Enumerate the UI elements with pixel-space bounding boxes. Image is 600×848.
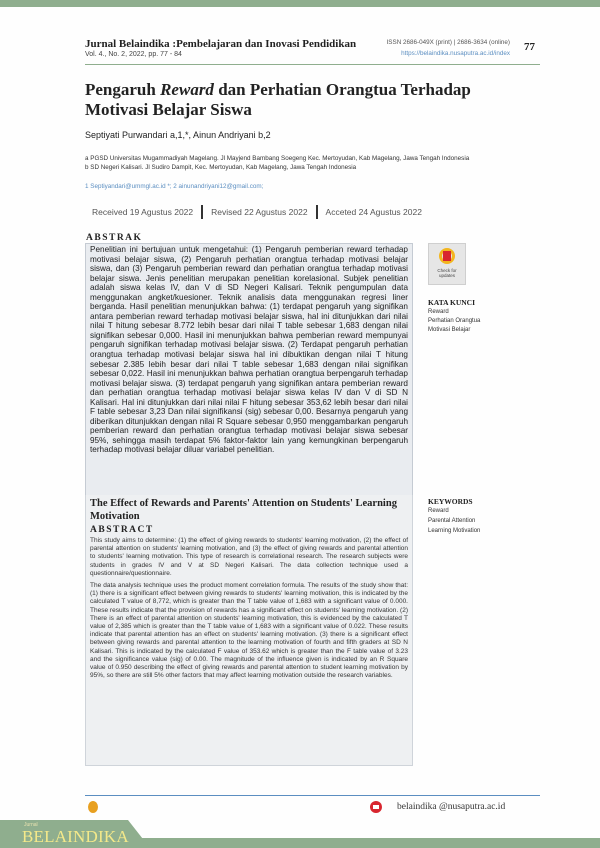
journal-title: Jurnal Belaindika :Pembelajaran dan Inovasi Pendidikan bbox=[85, 38, 357, 50]
abstract-heading: ABSTRACT bbox=[90, 525, 154, 535]
kata-kunci-item: Reward bbox=[428, 309, 449, 315]
top-decorative-band bbox=[0, 0, 600, 7]
abstract-text bbox=[86, 535, 412, 686]
crossmark-bookmark-icon bbox=[443, 251, 451, 261]
article-dates bbox=[92, 205, 422, 219]
keywords-heading: KEYWORDS bbox=[428, 497, 473, 506]
footer-divider bbox=[85, 795, 540, 796]
journal-url-link[interactable]: https://belaindika.nusaputra.ac.id/index bbox=[401, 50, 510, 57]
footer-email-link[interactable]: belaindika @nusaputra.ac.id bbox=[397, 802, 506, 812]
abstract-paragraph-1: This study aims to determine: (1) the effect of giving rewards to students' learning motivation, (2) the effect of parental attention on students' learning motivation, and (3) the effect of giving rewards and parental attention to students' learning motivation. This type of research is correlational research. The research subjects were students in grades IV and V at SD Negeri Kalisari. The data collection technique used a questionnaire/questionnaire. bbox=[90, 537, 408, 577]
affiliation-a: a PGSD Universitas Mugammadiyah Magelang. Jl Mayjend Bambang Soegeng Kec. Mertoyudan, Kab Magelang, Jawa Tengah Indonesia bbox=[85, 155, 470, 162]
check-for-updates-badge[interactable] bbox=[428, 243, 466, 285]
page-number: 77 bbox=[524, 41, 535, 53]
kata-kunci-item: Perhatian Orangtua bbox=[428, 318, 481, 324]
abstrak-heading: ABSTRAK bbox=[86, 233, 143, 243]
journal-header bbox=[85, 38, 540, 65]
abstrak-text: Penelitian ini bertujuan untuk mengetahui: (1) Pengaruh pemberian reward terhadap motivasi belajar siswa, (2) Pengaruh perhatian orangtua terhadap motivasi belajar siswa, dan (3) Pengaruh pemberian reward dan perhatian orangtua terhadap motivasi belajar siswa. Jenis penelitian merupakan penelitian korelasional. Subjek penelitian adalah siswa kelas IV, dan V di SD Negeri Kalisari. Teknik pengumpulan data menggunakan angket/kuesioner. Teknik analisis data menggunakan regresi liner berganda. Hasil penelitian menunjukkan bahwa: (1) terdapat pengaruh yang signifikan antara pemberian reward terhadap motivasi belajar siswa, hal ini ditunjukkan dari nilai nilai T hitung sebesar 8.772 lebih besar dari nilai T table sebesar 1,683 dengan nilai signifikan sebesar 0,000. Hasil ini menunjukkan bahwa pemberian reward mempunyai pengaruh signifikan terhadap motivasi belajar siswa. (2) Terdapat pengaruh perhatian orangtua terhadap motivasi belajar siswa hal ini dibuktikan dengan nilai T hitung sebesar 2.385 lebih besar dari nilai T table sebesar 1,683 dengan nilai signifikan sebesar 0,022. Hasil ini menunjukkan bahwa perhatian orangtua berpengaruh terhadap motivasi belajar siswa. (3) terdapat pengaruh yang signifikan antara pemberian reward dan perhatian orangtua terhadap motivasi belajar siswa kelas IV dan V di SD N Kalisari. Hal ini ditunjukkan dari nilai nilai F hitung sebesar 353,62 lebih besar dari nilai F table sebesar 3,23 Dan nilai signifikansi (sig) sebesar 0,00. Besarnya pengaruh yang diberikan ditunjukkan dengan nilai R Square sebesar 0,950 menggambarkan pengaruh pemberian reward dan perhatian orangtua terhadap motivasi belajar siswa sebesar 95%, sehingga masih terdapat 5% faktor-faktor lain yang kemungkinan berpengaruh terhadap motivasi belajar diluar variabel penelitian. bbox=[90, 245, 408, 455]
article-title: Pengaruh Reward dan Perhatian Orangtua Terhadap Motivasi Belajar Siswa bbox=[85, 80, 471, 119]
author-emails[interactable]: 1 Septiyandari@ummgl.ac.id *; 2 ainunandriyani12@gmail.com; bbox=[85, 183, 264, 190]
keyword-item: Learning Motivation bbox=[428, 528, 481, 534]
keyword-item: Reward bbox=[428, 508, 449, 514]
doi-icon bbox=[88, 801, 98, 813]
logo-small-text: Jurnal bbox=[24, 822, 38, 828]
authors: Septiyati Purwandari a,1,*, Ainun Andriyani b,2 bbox=[85, 130, 271, 140]
date-divider bbox=[201, 205, 203, 219]
date-divider bbox=[316, 205, 318, 219]
issn: ISSN 2686-049X (print) | 2686-3634 (online) bbox=[386, 39, 510, 46]
revised-date: Revised 22 Agustus 2022 bbox=[211, 207, 308, 217]
kata-kunci-heading: KATA KUNCI bbox=[428, 298, 476, 307]
journal-logo: BELAINDIKA bbox=[22, 827, 129, 846]
journal-volume: Vol. 4., No. 2, 2022, pp. 77 - 84 bbox=[85, 51, 182, 58]
affiliation-b: b SD Negeri Kalisari. Jl Sudiro Dampit, Kec. Mertoyudan, Kab Magelang, Jawa Tengah Indonesia bbox=[85, 164, 357, 171]
keyword-item: Parental Attention bbox=[428, 518, 476, 524]
check-updates-label: Check for updates bbox=[437, 268, 457, 278]
kata-kunci-item: Motivasi Belajar bbox=[428, 327, 471, 333]
mail-icon bbox=[370, 801, 382, 813]
abstract-en-box bbox=[85, 495, 413, 766]
abstrak-box bbox=[85, 243, 413, 503]
english-title: The Effect of Rewards and Parents' Attention on Students' Learning Motivation bbox=[90, 498, 397, 522]
abstract-paragraph-2: The data analysis technique uses the product moment correlation formula. The results of the study show that: (1) there is a significant effect between giving rewards to students' learning motivation, this is indicated by the calculated T value of 8,772, which is greater than the T table value of 1,683 with a significant value of 0.000. These results indicate that the provision of rewards has a significant effect on students' learning motivation. (2) There is an effect of parental attention on students' learning motivation, this is evidenced by the calculated T value of 2,385 which is greater than the T table value of 1,683 with a significant value of 0.022. These results indicate that parental attention has an effect on students' learning motivation. (3) there is a significant effect between giving rewards and parental attention to the learning motivation of fourth and fifth graders at SD N Kalisari. This is indicated by the calculated F value of 353.62 which is greater than the F table value of 3.23 and the significance value (sig) of 0.00. The magnitude of the influence given is indicated by an R Square value of 0.950 describing the effect of giving rewards and parental attention to student learning motivation by 95%, so there are still 5% other factors that may affect learning motivation outside the research variables. bbox=[90, 582, 408, 680]
accepted-date: Acceted 24 Agustus 2022 bbox=[325, 207, 422, 217]
received-date: Received 19 Agustus 2022 bbox=[92, 207, 194, 217]
